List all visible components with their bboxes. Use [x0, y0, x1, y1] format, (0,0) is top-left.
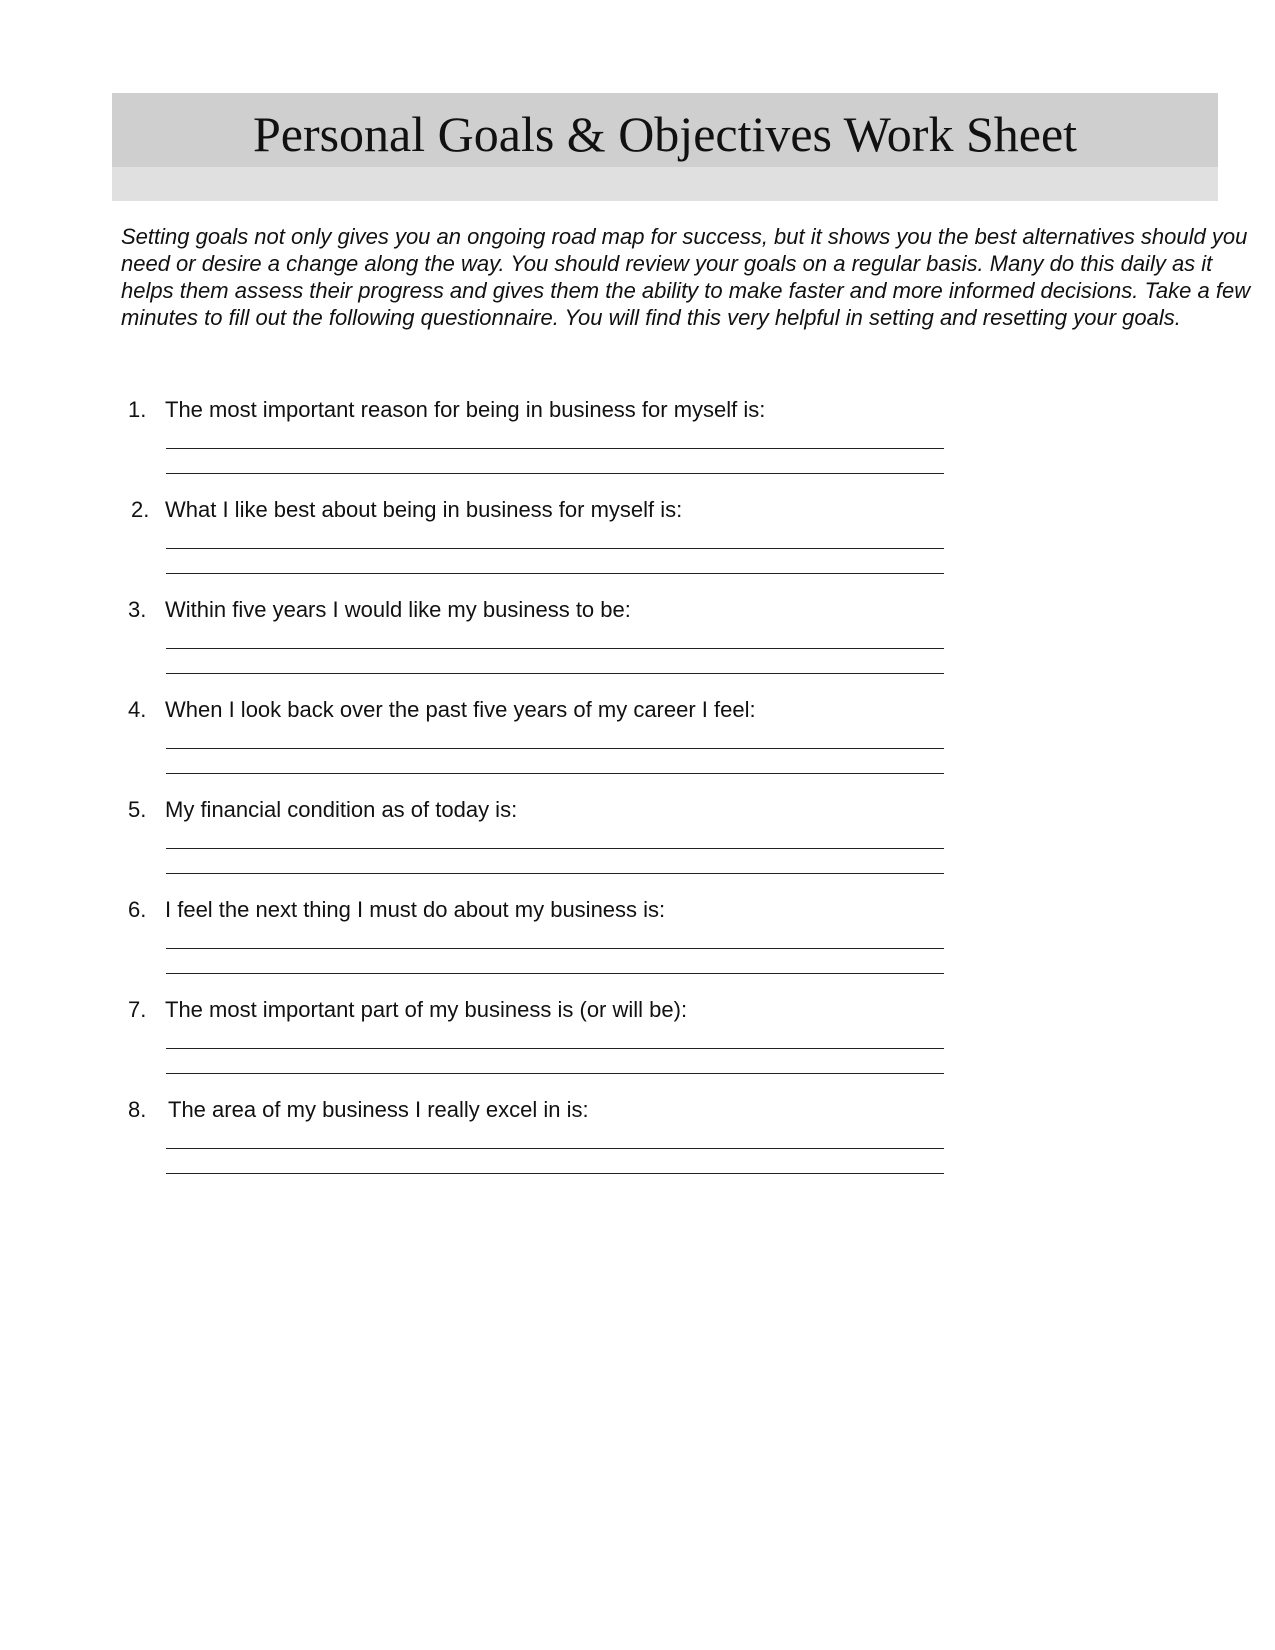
- answer-line-1[interactable]: [166, 1126, 944, 1149]
- question-text: The most important part of my business is (or will be):: [165, 997, 688, 1022]
- question-text: What I like best about being in business for myself is:: [165, 497, 683, 522]
- question-5: [0, 796, 1275, 896]
- answer-line-2[interactable]: [166, 451, 944, 474]
- page-title: Personal Goals & Objectives Work Sheet: [252, 106, 1078, 162]
- answer-line-2[interactable]: [166, 1151, 944, 1174]
- question-text: The area of my business I really excel in is:: [168, 1097, 589, 1122]
- question-number: 2.: [131, 497, 150, 522]
- answer-line-1[interactable]: [166, 426, 944, 449]
- answer-line-2[interactable]: [166, 1051, 944, 1074]
- question-text: The most important reason for being in business for myself is:: [165, 397, 766, 422]
- intro-paragraph: Setting goals not only gives you an ongoing road map for success, but it shows you the best alternatives should you need or desire a change along the way. You should review your goals on a regular basis. Many do this daily as it helps them assess their progress and gives them the ability to make faster and more informed decisions. Take a few minutes to fill out the following questionnaire. You will find this very helpful in setting and resetting your goals.: [121, 224, 1251, 330]
- question-text: I feel the next thing I must do about my business is:: [165, 897, 666, 922]
- question-number: 6.: [128, 897, 147, 922]
- question-3: [0, 596, 1275, 696]
- question-number: 1.: [128, 397, 147, 422]
- question-text: When I look back over the past five years of my career I feel:: [165, 697, 756, 722]
- answer-line-2[interactable]: [166, 751, 944, 774]
- question-text: Within five years I would like my business to be:: [165, 597, 631, 622]
- question-number: 7.: [128, 997, 147, 1022]
- answer-line-2[interactable]: [166, 851, 944, 874]
- answer-line-2[interactable]: [166, 651, 944, 674]
- answer-line-1[interactable]: [166, 626, 944, 649]
- question-2: [0, 496, 1275, 596]
- answer-line-1[interactable]: [166, 1026, 944, 1049]
- question-4: [0, 696, 1275, 796]
- question-8: [0, 1096, 1275, 1196]
- question-7: [0, 996, 1275, 1096]
- answer-line-1[interactable]: [166, 826, 944, 849]
- answer-line-1[interactable]: [166, 526, 944, 549]
- question-number: 5.: [128, 797, 147, 822]
- answer-line-2[interactable]: [166, 551, 944, 574]
- answer-line-2[interactable]: [166, 951, 944, 974]
- answer-line-1[interactable]: [166, 726, 944, 749]
- question-text: My financial condition as of today is:: [165, 797, 518, 822]
- question-1: [0, 396, 1275, 496]
- question-number: 3.: [128, 597, 147, 622]
- question-6: [0, 896, 1275, 996]
- question-number: 8.: [128, 1097, 147, 1122]
- question-number: 4.: [128, 697, 147, 722]
- answer-line-1[interactable]: [166, 926, 944, 949]
